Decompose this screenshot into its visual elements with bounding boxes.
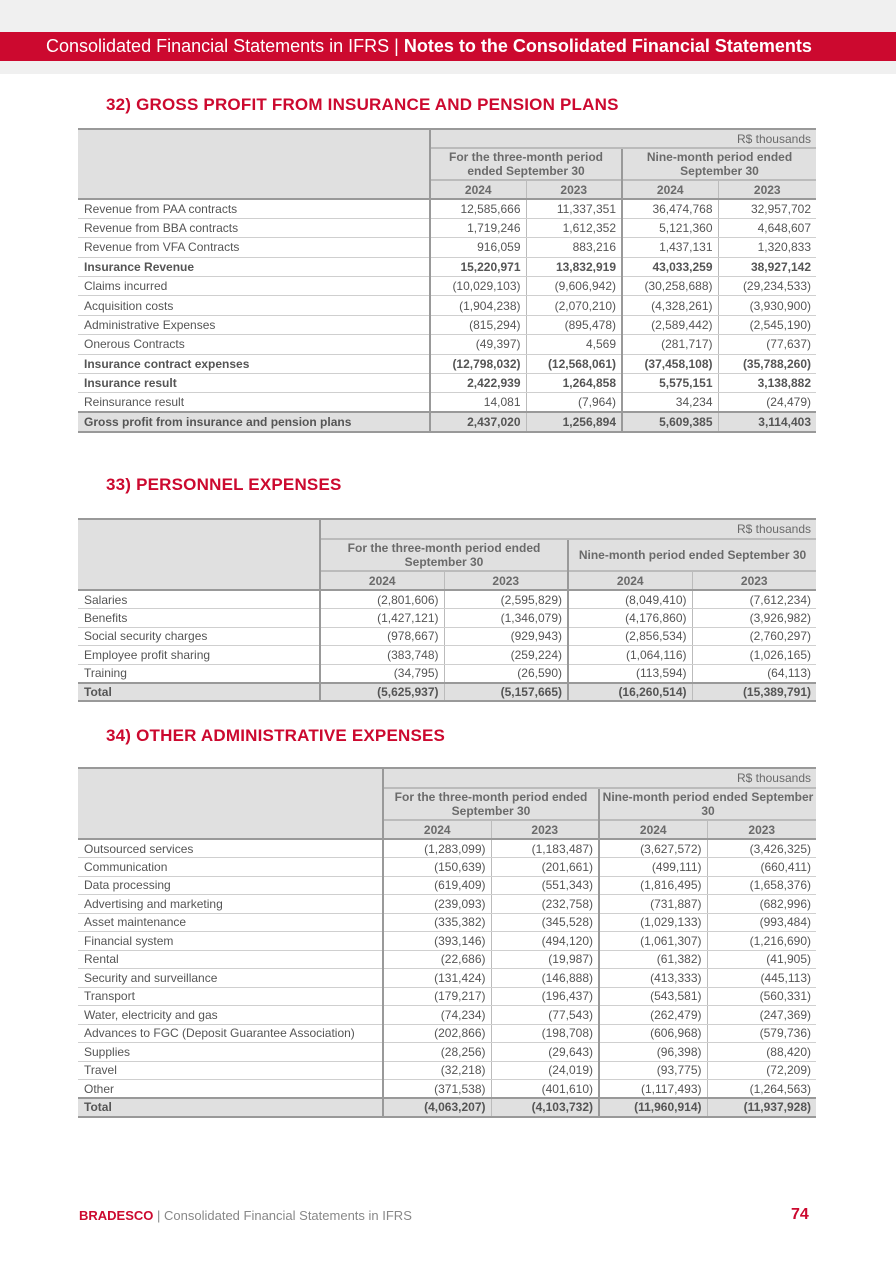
header-doc-title: Consolidated Financial Statements in IFRS | xyxy=(46,36,404,56)
row-label: Supplies xyxy=(78,1043,383,1062)
cell-value: (15,389,791) xyxy=(692,683,816,702)
other-admin-expenses-table xyxy=(78,767,816,1118)
cell-value: (619,409) xyxy=(383,876,491,895)
cell-value: (393,146) xyxy=(383,932,491,951)
cell-value: (61,382) xyxy=(599,950,707,969)
row-label: Salaries xyxy=(78,590,320,609)
table-row xyxy=(78,1061,816,1080)
footer-separator: | xyxy=(153,1208,165,1223)
row-label: Transport xyxy=(78,987,383,1006)
cell-value: (895,478) xyxy=(526,315,622,334)
row-label: Revenue from VFA Contracts xyxy=(78,238,430,257)
year-header: 2023 xyxy=(707,820,816,839)
personnel-expenses-table xyxy=(78,518,816,702)
row-label: Revenue from BBA contracts xyxy=(78,218,430,237)
cell-value: (1,061,307) xyxy=(599,932,707,951)
table-row xyxy=(78,1024,816,1043)
year-header: 2023 xyxy=(444,571,568,590)
cell-value: (64,113) xyxy=(692,664,816,683)
row-label: Insurance result xyxy=(78,374,430,393)
cell-value: (660,411) xyxy=(707,858,816,877)
cell-value: (150,639) xyxy=(383,858,491,877)
cell-value: 5,575,151 xyxy=(622,374,718,393)
cell-value: (37,458,108) xyxy=(622,354,718,373)
cell-value: (29,234,533) xyxy=(718,277,816,296)
cell-value: (113,594) xyxy=(568,664,692,683)
cell-value: (4,176,860) xyxy=(568,609,692,628)
cell-value: (4,063,207) xyxy=(383,1098,491,1117)
cell-value: (35,788,260) xyxy=(718,354,816,373)
cell-value: (22,686) xyxy=(383,950,491,969)
row-label: Communication xyxy=(78,858,383,877)
total-row xyxy=(78,412,816,431)
table-row xyxy=(78,315,816,334)
cell-value: (2,545,190) xyxy=(718,315,816,334)
page-number: 74 xyxy=(791,1206,809,1223)
year-header: 2024 xyxy=(622,180,718,199)
row-label: Administrative Expenses xyxy=(78,315,430,334)
cell-value: (2,070,210) xyxy=(526,296,622,315)
year-header: 2023 xyxy=(718,180,816,199)
row-label: Social security charges xyxy=(78,627,320,646)
cell-value: (1,264,563) xyxy=(707,1080,816,1099)
cell-value: 1,256,894 xyxy=(526,412,622,431)
row-label: Other xyxy=(78,1080,383,1099)
year-header: 2023 xyxy=(526,180,622,199)
cell-value: (2,760,297) xyxy=(692,627,816,646)
table-row xyxy=(78,1080,816,1099)
row-label: Benefits xyxy=(78,609,320,628)
cell-value: (413,333) xyxy=(599,969,707,988)
cell-value: (978,667) xyxy=(320,627,444,646)
cell-value: (26,590) xyxy=(444,664,568,683)
table-row xyxy=(78,876,816,895)
table-row xyxy=(78,627,816,646)
cell-value: (259,224) xyxy=(444,646,568,665)
table-row xyxy=(78,354,816,373)
cell-value: (383,748) xyxy=(320,646,444,665)
cell-value: (543,581) xyxy=(599,987,707,1006)
cell-value: (201,661) xyxy=(491,858,599,877)
period-header-nine-month: Nine-month period ended September 30 xyxy=(622,148,816,180)
row-label: Financial system xyxy=(78,932,383,951)
cell-value: (3,930,900) xyxy=(718,296,816,315)
cell-value: (262,479) xyxy=(599,1006,707,1025)
table-row xyxy=(78,913,816,932)
cell-value: 1,320,833 xyxy=(718,238,816,257)
cell-value: 1,719,246 xyxy=(430,218,526,237)
row-label: Rental xyxy=(78,950,383,969)
cell-value: 3,114,403 xyxy=(718,412,816,431)
cell-value: (1,346,079) xyxy=(444,609,568,628)
cell-value: 32,957,702 xyxy=(718,199,816,218)
row-label: Security and surveillance xyxy=(78,969,383,988)
table-row xyxy=(78,393,816,412)
cell-value: (993,484) xyxy=(707,913,816,932)
period-header-three-month: For the three-month period ended September 30 xyxy=(383,788,599,820)
table-row xyxy=(78,1006,816,1025)
cell-value: 11,337,351 xyxy=(526,199,622,218)
row-label: Water, electricity and gas xyxy=(78,1006,383,1025)
cell-value: (2,801,606) xyxy=(320,590,444,609)
row-label: Revenue from PAA contracts xyxy=(78,199,430,218)
footer-brand: BRADESCO xyxy=(79,1208,154,1223)
cell-value: (4,103,732) xyxy=(491,1098,599,1117)
footer xyxy=(79,1208,412,1223)
row-label: Insurance contract expenses xyxy=(78,354,430,373)
cell-value: (345,528) xyxy=(491,913,599,932)
cell-value: 5,609,385 xyxy=(622,412,718,431)
cell-value: (19,987) xyxy=(491,950,599,969)
table-row xyxy=(78,199,816,218)
cell-value: (1,117,493) xyxy=(599,1080,707,1099)
header-bar xyxy=(0,32,896,61)
cell-value: (247,369) xyxy=(707,1006,816,1025)
row-label: Advertising and marketing xyxy=(78,895,383,914)
cell-value: 3,138,882 xyxy=(718,374,816,393)
cell-value: (281,717) xyxy=(622,335,718,354)
cell-value: (30,258,688) xyxy=(622,277,718,296)
cell-value: (499,111) xyxy=(599,858,707,877)
period-header-three-month: For the three-month period ended September 30 xyxy=(430,148,622,180)
cell-value: (1,283,099) xyxy=(383,839,491,858)
cell-value: 916,059 xyxy=(430,238,526,257)
cell-value: (12,568,061) xyxy=(526,354,622,373)
cell-value: (179,217) xyxy=(383,987,491,1006)
cell-value: (34,795) xyxy=(320,664,444,683)
table-row xyxy=(78,238,816,257)
cell-value: (239,093) xyxy=(383,895,491,914)
cell-value: 36,474,768 xyxy=(622,199,718,218)
header-section-title: Notes to the Consolidated Financial Statements xyxy=(403,36,812,56)
table-row xyxy=(78,932,816,951)
cell-value: (1,026,165) xyxy=(692,646,816,665)
table-row xyxy=(78,590,816,609)
cell-value: (202,866) xyxy=(383,1024,491,1043)
cell-value: (16,260,514) xyxy=(568,683,692,702)
section-32-title: 32) GROSS PROFIT FROM INSURANCE AND PENSION PLANS xyxy=(106,95,619,114)
cell-value: (24,479) xyxy=(718,393,816,412)
cell-value: (2,595,829) xyxy=(444,590,568,609)
cell-value: (8,049,410) xyxy=(568,590,692,609)
row-label: Reinsurance result xyxy=(78,393,430,412)
table-row xyxy=(78,969,816,988)
year-header: 2024 xyxy=(430,180,526,199)
row-label: Outsourced services xyxy=(78,839,383,858)
year-header: 2024 xyxy=(320,571,444,590)
row-label: Asset maintenance xyxy=(78,913,383,932)
cell-value: (929,943) xyxy=(444,627,568,646)
cell-value: 12,585,666 xyxy=(430,199,526,218)
year-header: 2023 xyxy=(491,820,599,839)
cell-value: 1,264,858 xyxy=(526,374,622,393)
cell-value: (445,113) xyxy=(707,969,816,988)
cell-value: (77,543) xyxy=(491,1006,599,1025)
cell-value: (1,816,495) xyxy=(599,876,707,895)
row-label: Training xyxy=(78,664,320,683)
cell-value: 34,234 xyxy=(622,393,718,412)
table-row xyxy=(78,257,816,276)
table-row xyxy=(78,218,816,237)
cell-value: (11,937,928) xyxy=(707,1098,816,1117)
section-33-title: 33) PERSONNEL EXPENSES xyxy=(106,475,342,494)
row-label: Claims incurred xyxy=(78,277,430,296)
table-row xyxy=(78,895,816,914)
period-header-three-month: For the three-month period ended September 30 xyxy=(320,539,568,571)
cell-value: (2,856,534) xyxy=(568,627,692,646)
table-row xyxy=(78,335,816,354)
cell-value: (77,637) xyxy=(718,335,816,354)
cell-value: (24,019) xyxy=(491,1061,599,1080)
cell-value: (606,968) xyxy=(599,1024,707,1043)
year-header: 2024 xyxy=(568,571,692,590)
cell-value: (551,343) xyxy=(491,876,599,895)
period-header-nine-month: Nine-month period ended September 30 xyxy=(599,788,816,820)
table-row xyxy=(78,609,816,628)
cell-value: (146,888) xyxy=(491,969,599,988)
cell-value: (9,606,942) xyxy=(526,277,622,296)
cell-value: 14,081 xyxy=(430,393,526,412)
cell-value: 43,033,259 xyxy=(622,257,718,276)
row-label: Gross profit from insurance and pension plans xyxy=(78,412,430,431)
cell-value: (28,256) xyxy=(383,1043,491,1062)
cell-value: (1,183,487) xyxy=(491,839,599,858)
cell-value: (93,775) xyxy=(599,1061,707,1080)
cell-value: (1,904,238) xyxy=(430,296,526,315)
cell-value: (335,382) xyxy=(383,913,491,932)
header-blank xyxy=(78,768,383,839)
cell-value: (131,424) xyxy=(383,969,491,988)
row-label: Acquisition costs xyxy=(78,296,430,315)
cell-value: 5,121,360 xyxy=(622,218,718,237)
table-row xyxy=(78,1043,816,1062)
cell-value: (7,964) xyxy=(526,393,622,412)
cell-value: (494,120) xyxy=(491,932,599,951)
row-label: Total xyxy=(78,1098,383,1117)
cell-value: (88,420) xyxy=(707,1043,816,1062)
cell-value: (198,708) xyxy=(491,1024,599,1043)
cell-value: 2,437,020 xyxy=(430,412,526,431)
cell-value: (1,216,690) xyxy=(707,932,816,951)
cell-value: (32,218) xyxy=(383,1061,491,1080)
row-label: Insurance Revenue xyxy=(78,257,430,276)
row-label: Onerous Contracts xyxy=(78,335,430,354)
cell-value: (1,029,133) xyxy=(599,913,707,932)
year-header: 2024 xyxy=(383,820,491,839)
header-blank xyxy=(78,129,430,199)
cell-value: (560,331) xyxy=(707,987,816,1006)
cell-value: (49,397) xyxy=(430,335,526,354)
cell-value: 2,422,939 xyxy=(430,374,526,393)
table-row xyxy=(78,646,816,665)
cell-value: 38,927,142 xyxy=(718,257,816,276)
cell-value: 1,612,352 xyxy=(526,218,622,237)
table-row xyxy=(78,987,816,1006)
cell-value: (4,328,261) xyxy=(622,296,718,315)
cell-value: (72,209) xyxy=(707,1061,816,1080)
table-row xyxy=(78,950,816,969)
cell-value: (682,996) xyxy=(707,895,816,914)
cell-value: (3,926,982) xyxy=(692,609,816,628)
total-row xyxy=(78,683,816,702)
cell-value: (232,758) xyxy=(491,895,599,914)
table-row xyxy=(78,839,816,858)
cell-value: (196,437) xyxy=(491,987,599,1006)
cell-value: (10,029,103) xyxy=(430,277,526,296)
table-row xyxy=(78,277,816,296)
cell-value: (74,234) xyxy=(383,1006,491,1025)
total-row xyxy=(78,1098,816,1117)
cell-value: (1,064,116) xyxy=(568,646,692,665)
header-blank xyxy=(78,519,320,590)
cell-value: (1,427,121) xyxy=(320,609,444,628)
cell-value: 1,437,131 xyxy=(622,238,718,257)
cell-value: (41,905) xyxy=(707,950,816,969)
cell-value: (11,960,914) xyxy=(599,1098,707,1117)
cell-value: (5,625,937) xyxy=(320,683,444,702)
cell-value: (29,643) xyxy=(491,1043,599,1062)
table-row xyxy=(78,374,816,393)
period-header-nine-month: Nine-month period ended September 30 xyxy=(568,539,816,571)
cell-value: (731,887) xyxy=(599,895,707,914)
table-row xyxy=(78,296,816,315)
cell-value: 15,220,971 xyxy=(430,257,526,276)
row-label: Employee profit sharing xyxy=(78,646,320,665)
row-label: Total xyxy=(78,683,320,702)
cell-value: (7,612,234) xyxy=(692,590,816,609)
row-label: Advances to FGC (Deposit Guarantee Association) xyxy=(78,1024,383,1043)
cell-value: (371,538) xyxy=(383,1080,491,1099)
gross-profit-table xyxy=(78,128,816,433)
table-row xyxy=(78,858,816,877)
cell-value: (3,426,325) xyxy=(707,839,816,858)
row-label: Data processing xyxy=(78,876,383,895)
section-34-title: 34) OTHER ADMINISTRATIVE EXPENSES xyxy=(106,726,446,745)
units-label: R$ thousands xyxy=(383,768,816,788)
cell-value: (401,610) xyxy=(491,1080,599,1099)
cell-value: 13,832,919 xyxy=(526,257,622,276)
cell-value: (579,736) xyxy=(707,1024,816,1043)
cell-value: (3,627,572) xyxy=(599,839,707,858)
cell-value: (2,589,442) xyxy=(622,315,718,334)
footer-doc-title: Consolidated Financial Statements in IFRS xyxy=(164,1208,412,1223)
table-row xyxy=(78,664,816,683)
year-header: 2024 xyxy=(599,820,707,839)
cell-value: (12,798,032) xyxy=(430,354,526,373)
units-label: R$ thousands xyxy=(430,129,816,148)
cell-value: (815,294) xyxy=(430,315,526,334)
cell-value: 4,569 xyxy=(526,335,622,354)
units-label: R$ thousands xyxy=(320,519,816,539)
cell-value: (1,658,376) xyxy=(707,876,816,895)
year-header: 2023 xyxy=(692,571,816,590)
row-label: Travel xyxy=(78,1061,383,1080)
cell-value: 883,216 xyxy=(526,238,622,257)
cell-value: (5,157,665) xyxy=(444,683,568,702)
cell-value: (96,398) xyxy=(599,1043,707,1062)
cell-value: 4,648,607 xyxy=(718,218,816,237)
